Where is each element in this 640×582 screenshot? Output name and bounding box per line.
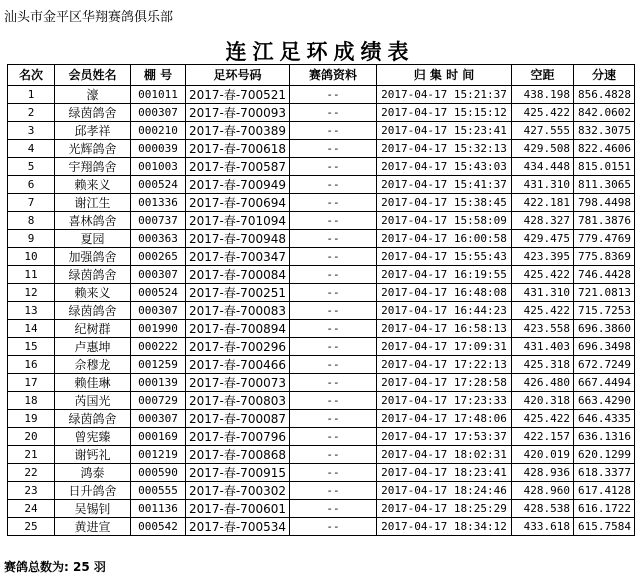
table-row [8, 212, 635, 230]
cell-pigeon-info: -- [290, 518, 377, 536]
cell-rank: 19 [8, 410, 55, 428]
cell-pigeon-info: -- [290, 140, 377, 158]
cell-arrival-time: 2017-04-17 15:41:37 [377, 176, 512, 194]
cell-rank: 12 [8, 284, 55, 302]
club-name: 汕头市金平区华翔赛鸽俱乐部 [4, 10, 174, 25]
cell-shed-number: 000307 [131, 104, 186, 122]
cell-shed-number: 001219 [131, 446, 186, 464]
cell-pigeon-info: -- [290, 302, 377, 320]
cell-member-name: 绿茵鸽舍 [55, 302, 131, 320]
cell-pigeon-info: -- [290, 158, 377, 176]
cell-speed: 775.8369 [574, 248, 635, 266]
cell-rank: 6 [8, 176, 55, 194]
cell-ring-number: 2017-春-700073 [186, 374, 290, 392]
cell-member-name: 濠 [55, 86, 131, 104]
cell-distance: 438.198 [512, 86, 574, 104]
cell-ring-number: 2017-春-700949 [186, 176, 290, 194]
cell-distance: 423.558 [512, 320, 574, 338]
cell-distance: 425.422 [512, 302, 574, 320]
cell-arrival-time: 2017-04-17 15:32:13 [377, 140, 512, 158]
cell-pigeon-info: -- [290, 356, 377, 374]
cell-rank: 16 [8, 356, 55, 374]
cell-distance: 422.157 [512, 428, 574, 446]
cell-shed-number: 001259 [131, 356, 186, 374]
cell-pigeon-info: -- [290, 266, 377, 284]
cell-rank: 18 [8, 392, 55, 410]
cell-arrival-time: 2017-04-17 15:43:03 [377, 158, 512, 176]
table-row [8, 428, 635, 446]
cell-pigeon-info: -- [290, 284, 377, 302]
cell-rank: 24 [8, 500, 55, 518]
table-row [8, 446, 635, 464]
cell-shed-number: 000222 [131, 338, 186, 356]
cell-distance: 423.395 [512, 248, 574, 266]
cell-member-name: 佘穆龙 [55, 356, 131, 374]
cell-distance: 433.618 [512, 518, 574, 536]
cell-member-name: 宇翔鸽舍 [55, 158, 131, 176]
cell-shed-number: 001011 [131, 86, 186, 104]
cell-member-name: 曾宪臻 [55, 428, 131, 446]
cell-member-name: 绿茵鸽舍 [55, 104, 131, 122]
cell-rank: 5 [8, 158, 55, 176]
cell-arrival-time: 2017-04-17 17:22:13 [377, 356, 512, 374]
cell-ring-number: 2017-春-700296 [186, 338, 290, 356]
table-row [8, 284, 635, 302]
cell-member-name: 谢江生 [55, 194, 131, 212]
cell-arrival-time: 2017-04-17 16:58:13 [377, 320, 512, 338]
cell-speed: 746.4428 [574, 266, 635, 284]
cell-distance: 425.318 [512, 356, 574, 374]
cell-speed: 696.3498 [574, 338, 635, 356]
cell-speed: 815.0151 [574, 158, 635, 176]
cell-ring-number: 2017-春-700389 [186, 122, 290, 140]
cell-ring-number: 2017-春-700803 [186, 392, 290, 410]
cell-shed-number: 000363 [131, 230, 186, 248]
cell-ring-number: 2017-春-701094 [186, 212, 290, 230]
cell-member-name: 夏园 [55, 230, 131, 248]
cell-distance: 428.327 [512, 212, 574, 230]
cell-ring-number: 2017-春-700534 [186, 518, 290, 536]
cell-pigeon-info: -- [290, 392, 377, 410]
cell-member-name: 芮国光 [55, 392, 131, 410]
cell-distance: 431.310 [512, 176, 574, 194]
cell-member-name: 绿茵鸽舍 [55, 266, 131, 284]
cell-speed: 798.4498 [574, 194, 635, 212]
cell-member-name: 卢惠坤 [55, 338, 131, 356]
table-row [8, 86, 635, 104]
cell-arrival-time: 2017-04-17 16:48:08 [377, 284, 512, 302]
cell-speed: 811.3065 [574, 176, 635, 194]
cell-ring-number: 2017-春-700083 [186, 302, 290, 320]
cell-rank: 3 [8, 122, 55, 140]
cell-shed-number: 000265 [131, 248, 186, 266]
cell-pigeon-info: -- [290, 374, 377, 392]
cell-arrival-time: 2017-04-17 18:23:41 [377, 464, 512, 482]
cell-speed: 779.4769 [574, 230, 635, 248]
cell-pigeon-info: -- [290, 500, 377, 518]
table-row [8, 302, 635, 320]
table-row [8, 356, 635, 374]
cell-ring-number: 2017-春-700915 [186, 464, 290, 482]
cell-ring-number: 2017-春-700302 [186, 482, 290, 500]
cell-speed: 617.4128 [574, 482, 635, 500]
page-title: 连江足环成绩表 [225, 39, 415, 64]
cell-pigeon-info: -- [290, 446, 377, 464]
table-row [8, 122, 635, 140]
cell-pigeon-info: -- [290, 86, 377, 104]
cell-speed: 696.3860 [574, 320, 635, 338]
cell-speed: 856.4828 [574, 86, 635, 104]
cell-distance: 428.936 [512, 464, 574, 482]
cell-pigeon-info: -- [290, 410, 377, 428]
cell-ring-number: 2017-春-700587 [186, 158, 290, 176]
cell-shed-number: 000307 [131, 266, 186, 284]
col-header-shed-number: 棚 号 [131, 65, 186, 86]
table-row [8, 338, 635, 356]
cell-arrival-time: 2017-04-17 17:53:37 [377, 428, 512, 446]
cell-member-name: 赖佳琳 [55, 374, 131, 392]
cell-arrival-time: 2017-04-17 15:21:37 [377, 86, 512, 104]
cell-ring-number: 2017-春-700093 [186, 104, 290, 122]
cell-member-name: 邱孝祥 [55, 122, 131, 140]
cell-rank: 10 [8, 248, 55, 266]
cell-pigeon-info: -- [290, 320, 377, 338]
table-row [8, 176, 635, 194]
cell-shed-number: 000210 [131, 122, 186, 140]
cell-speed: 822.4606 [574, 140, 635, 158]
cell-rank: 2 [8, 104, 55, 122]
cell-distance: 431.403 [512, 338, 574, 356]
cell-distance: 425.422 [512, 104, 574, 122]
cell-ring-number: 2017-春-700694 [186, 194, 290, 212]
table-row [8, 320, 635, 338]
cell-pigeon-info: -- [290, 428, 377, 446]
cell-arrival-time: 2017-04-17 17:48:06 [377, 410, 512, 428]
cell-speed: 842.0602 [574, 104, 635, 122]
cell-pigeon-info: -- [290, 176, 377, 194]
results-body [8, 86, 635, 536]
cell-arrival-time: 2017-04-17 17:09:31 [377, 338, 512, 356]
table-row [8, 518, 635, 536]
cell-distance: 427.555 [512, 122, 574, 140]
cell-rank: 23 [8, 482, 55, 500]
cell-member-name: 赖来义 [55, 176, 131, 194]
col-header-rank: 名次 [8, 65, 55, 86]
table-row [8, 464, 635, 482]
cell-shed-number: 000039 [131, 140, 186, 158]
cell-speed: 672.7249 [574, 356, 635, 374]
table-row [8, 104, 635, 122]
cell-distance: 420.318 [512, 392, 574, 410]
cell-speed: 646.4335 [574, 410, 635, 428]
header-row [8, 65, 635, 86]
cell-shed-number: 000139 [131, 374, 186, 392]
col-header-pigeon-info: 赛鸽资料 [290, 65, 377, 86]
table-row [8, 500, 635, 518]
cell-pigeon-info: -- [290, 248, 377, 266]
cell-rank: 22 [8, 464, 55, 482]
table-row [8, 158, 635, 176]
cell-ring-number: 2017-春-700347 [186, 248, 290, 266]
cell-arrival-time: 2017-04-17 15:38:45 [377, 194, 512, 212]
total-pigeons-count: 赛鸽总数为: 25 羽 [4, 560, 106, 574]
cell-arrival-time: 2017-04-17 16:00:58 [377, 230, 512, 248]
cell-pigeon-info: -- [290, 482, 377, 500]
cell-speed: 620.1299 [574, 446, 635, 464]
cell-ring-number: 2017-春-700868 [186, 446, 290, 464]
cell-speed: 721.0813 [574, 284, 635, 302]
cell-ring-number: 2017-春-700618 [186, 140, 290, 158]
cell-arrival-time: 2017-04-17 18:25:29 [377, 500, 512, 518]
cell-shed-number: 000169 [131, 428, 186, 446]
cell-member-name: 喜林鸽舍 [55, 212, 131, 230]
cell-shed-number: 001136 [131, 500, 186, 518]
cell-pigeon-info: -- [290, 194, 377, 212]
col-header-ring-number: 足环号码 [186, 65, 290, 86]
cell-arrival-time: 2017-04-17 17:28:58 [377, 374, 512, 392]
cell-distance: 428.960 [512, 482, 574, 500]
cell-pigeon-info: -- [290, 122, 377, 140]
cell-member-name: 鸿泰 [55, 464, 131, 482]
cell-shed-number: 000307 [131, 302, 186, 320]
table-row [8, 248, 635, 266]
cell-rank: 9 [8, 230, 55, 248]
cell-shed-number: 001990 [131, 320, 186, 338]
col-header-member-name: 会员姓名 [55, 65, 131, 86]
cell-member-name: 日升鸽舍 [55, 482, 131, 500]
cell-rank: 7 [8, 194, 55, 212]
cell-shed-number: 000307 [131, 410, 186, 428]
cell-ring-number: 2017-春-700087 [186, 410, 290, 428]
cell-distance: 429.508 [512, 140, 574, 158]
table-row [8, 392, 635, 410]
cell-rank: 11 [8, 266, 55, 284]
cell-member-name: 加强鸽舍 [55, 248, 131, 266]
cell-shed-number: 000542 [131, 518, 186, 536]
cell-arrival-time: 2017-04-17 15:55:43 [377, 248, 512, 266]
cell-pigeon-info: -- [290, 212, 377, 230]
cell-shed-number: 001003 [131, 158, 186, 176]
cell-pigeon-info: -- [290, 230, 377, 248]
cell-distance: 425.422 [512, 266, 574, 284]
cell-speed: 715.7253 [574, 302, 635, 320]
cell-member-name: 纪树群 [55, 320, 131, 338]
cell-shed-number: 000555 [131, 482, 186, 500]
cell-arrival-time: 2017-04-17 16:19:55 [377, 266, 512, 284]
cell-member-name: 吴锡钊 [55, 500, 131, 518]
cell-pigeon-info: -- [290, 464, 377, 482]
cell-shed-number: 000729 [131, 392, 186, 410]
col-header-speed: 分速 [574, 65, 635, 86]
cell-rank: 21 [8, 446, 55, 464]
cell-distance: 431.310 [512, 284, 574, 302]
cell-rank: 4 [8, 140, 55, 158]
cell-arrival-time: 2017-04-17 15:15:12 [377, 104, 512, 122]
cell-rank: 1 [8, 86, 55, 104]
cell-arrival-time: 2017-04-17 15:58:09 [377, 212, 512, 230]
cell-speed: 832.3075 [574, 122, 635, 140]
cell-speed: 636.1316 [574, 428, 635, 446]
cell-ring-number: 2017-春-700894 [186, 320, 290, 338]
cell-distance: 425.422 [512, 410, 574, 428]
cell-ring-number: 2017-春-700521 [186, 86, 290, 104]
cell-rank: 20 [8, 428, 55, 446]
col-header-arrival-time: 归 集 时 间 [377, 65, 512, 86]
table-row [8, 374, 635, 392]
cell-member-name: 赖来义 [55, 284, 131, 302]
cell-member-name: 光辉鸽舍 [55, 140, 131, 158]
cell-distance: 434.448 [512, 158, 574, 176]
cell-arrival-time: 2017-04-17 18:34:12 [377, 518, 512, 536]
cell-shed-number: 000590 [131, 464, 186, 482]
cell-ring-number: 2017-春-700466 [186, 356, 290, 374]
cell-speed: 667.4494 [574, 374, 635, 392]
table-row [8, 266, 635, 284]
cell-rank: 25 [8, 518, 55, 536]
cell-rank: 13 [8, 302, 55, 320]
cell-rank: 8 [8, 212, 55, 230]
cell-shed-number: 001336 [131, 194, 186, 212]
cell-pigeon-info: -- [290, 338, 377, 356]
cell-pigeon-info: -- [290, 104, 377, 122]
cell-ring-number: 2017-春-700948 [186, 230, 290, 248]
cell-distance: 428.538 [512, 500, 574, 518]
cell-arrival-time: 2017-04-17 16:44:23 [377, 302, 512, 320]
cell-distance: 426.480 [512, 374, 574, 392]
cell-arrival-time: 2017-04-17 15:23:41 [377, 122, 512, 140]
cell-member-name: 谢钙礼 [55, 446, 131, 464]
cell-speed: 616.1722 [574, 500, 635, 518]
cell-speed: 618.3377 [574, 464, 635, 482]
table-row [8, 410, 635, 428]
cell-rank: 17 [8, 374, 55, 392]
cell-distance: 420.019 [512, 446, 574, 464]
table-row [8, 194, 635, 212]
cell-ring-number: 2017-春-700084 [186, 266, 290, 284]
cell-arrival-time: 2017-04-17 18:02:31 [377, 446, 512, 464]
cell-speed: 663.4290 [574, 392, 635, 410]
table-row [8, 230, 635, 248]
cell-speed: 781.3876 [574, 212, 635, 230]
table-row [8, 482, 635, 500]
cell-arrival-time: 2017-04-17 17:23:33 [377, 392, 512, 410]
cell-member-name: 绿茵鸽舍 [55, 410, 131, 428]
cell-shed-number: 000737 [131, 212, 186, 230]
cell-distance: 422.181 [512, 194, 574, 212]
cell-ring-number: 2017-春-700796 [186, 428, 290, 446]
cell-rank: 15 [8, 338, 55, 356]
cell-shed-number: 000524 [131, 284, 186, 302]
results-table [7, 64, 635, 536]
cell-arrival-time: 2017-04-17 18:24:46 [377, 482, 512, 500]
cell-ring-number: 2017-春-700251 [186, 284, 290, 302]
table-row [8, 140, 635, 158]
col-header-distance: 空距 [512, 65, 574, 86]
cell-distance: 429.475 [512, 230, 574, 248]
cell-rank: 14 [8, 320, 55, 338]
cell-ring-number: 2017-春-700601 [186, 500, 290, 518]
cell-member-name: 黄进宣 [55, 518, 131, 536]
cell-speed: 615.7584 [574, 518, 635, 536]
cell-shed-number: 000524 [131, 176, 186, 194]
